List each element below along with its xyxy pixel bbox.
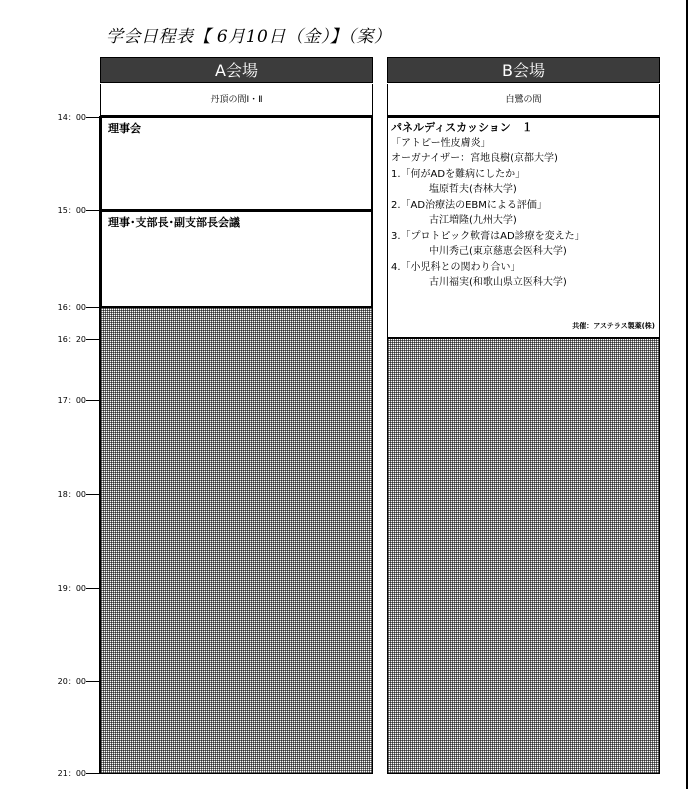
panel-talk-title: 3.「プロトピック軟膏はAD診療を変えた」 (391, 230, 585, 242)
panel-discussion-1 (387, 116, 660, 339)
time-label: 18：00 (57, 490, 86, 499)
room-name-a: 丹頂の間Ⅰ・Ⅱ (100, 84, 373, 116)
panel-topic: 「アトピー性皮膚炎」 (391, 137, 491, 149)
time-tick (86, 117, 100, 118)
event-branch-meeting (100, 210, 373, 308)
panel-talk-title: 1.「何がADを難病にしたか」 (391, 168, 526, 180)
panel-speaker: 古川福実(和歌山県立医科大学) (429, 277, 567, 288)
time-tick (86, 773, 100, 774)
panel-speaker: 中川秀己(東京慈恵会医科大学) (429, 246, 567, 257)
panel-title: パネルディスカッション １ (391, 121, 533, 134)
panel-speaker: 塩原哲夫(杏林大学) (429, 184, 517, 195)
time-label: 16：00 (57, 303, 86, 312)
time-tick (86, 307, 100, 308)
time-label: 17：00 (57, 396, 86, 405)
panel-speaker: 古江増隆(九州大学) (429, 215, 517, 226)
time-tick (86, 210, 100, 211)
time-tick (86, 588, 100, 589)
panel-talk-title: 2.「AD治療法のEBMによる評価」 (391, 199, 547, 211)
time-label: 15：00 (57, 206, 86, 215)
time-label: 19：00 (57, 584, 86, 593)
event-label: 理事･支部長･副支部長会議 (108, 216, 240, 229)
room-name-b: 白鷺の間 (387, 84, 660, 116)
event-board-meeting (100, 116, 373, 211)
event-label: 理事会 (108, 122, 141, 135)
time-label: 21：00 (57, 769, 86, 778)
time-label: 16：20 (57, 335, 86, 344)
schedule-title: 学会日程表【 6月10日（金）】（案） (106, 27, 392, 47)
time-tick (86, 681, 100, 682)
time-tick (86, 494, 100, 495)
time-label: 14：00 (57, 113, 86, 122)
time-tick (86, 339, 100, 340)
column-header-b: B会場 (387, 57, 660, 83)
time-tick (86, 400, 100, 401)
panel-talk-title: 4.「小児科との関わり合い」 (391, 261, 521, 273)
panel-organizer: オーガナイザー：宮地良樹(京都大学) (391, 153, 558, 164)
time-label: 20：00 (57, 677, 86, 686)
column-header-a: A会場 (100, 57, 373, 83)
panel-sponsor: 共催：アステラス製薬(株) (572, 321, 655, 330)
